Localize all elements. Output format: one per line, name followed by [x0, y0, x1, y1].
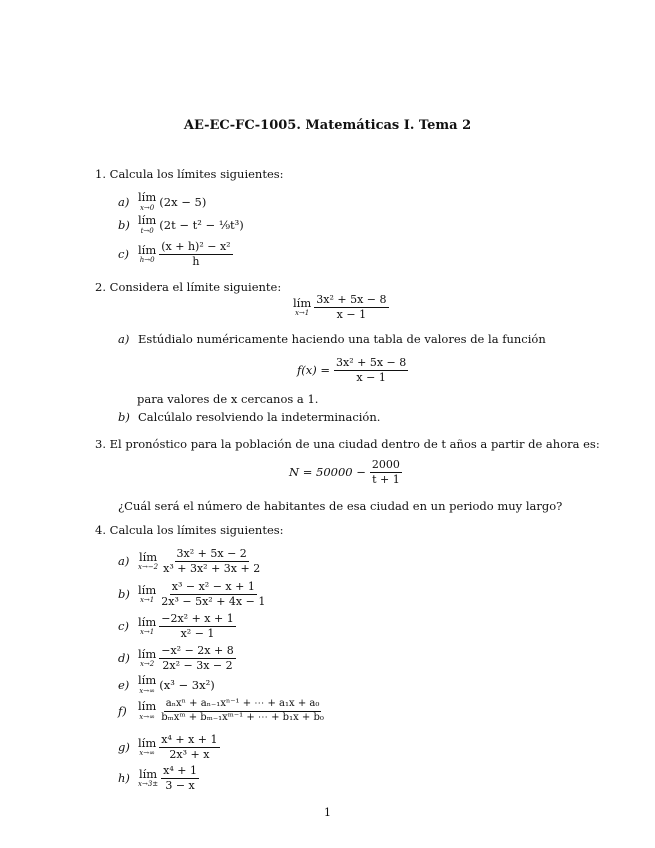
limit-operator: lím x→3± — [138, 766, 159, 788]
item-label: h) — [118, 771, 130, 786]
fraction: $\frac{\text{(x + h)² − x²}}{h}$ — [161, 240, 231, 268]
item-label: c) — [118, 619, 129, 634]
item-1b — [118, 215, 244, 235]
problem-3 — [95, 437, 600, 451]
item-4f — [118, 698, 326, 724]
limit-expression: (2x − 5) — [159, 194, 207, 209]
item-text: Estúdialo numéricamente haciendo una tabla de valores de la función — [138, 332, 546, 346]
limit-operator: lím t→0 — [138, 213, 157, 235]
problem-number: 1. — [95, 167, 106, 181]
problem-1 — [95, 167, 284, 181]
item-4a — [118, 547, 262, 576]
limit-operator: lím x→∞ — [138, 699, 157, 721]
item-2a — [118, 332, 546, 346]
item-2b — [118, 410, 380, 424]
item-label: b) — [118, 217, 130, 232]
population-formula — [289, 458, 402, 487]
display-limit — [293, 293, 389, 322]
item-label: a) — [118, 554, 130, 569]
limit-operator: lím x→0 — [138, 190, 157, 212]
fraction: $\frac{2000}{t + 1}$ — [371, 458, 400, 486]
page-title: AE-EC-FC-1005. Matemáticas I. Tema 2 — [183, 118, 472, 133]
problem-intro: Calcula los límites siguientes: — [109, 167, 284, 181]
problem-4 — [95, 523, 284, 537]
limit-operator: lím x→1 — [138, 582, 157, 604]
problem-3-question: ¿Cuál será el número de habitantes de esa ciudad en un periodo muy largo? — [118, 499, 563, 513]
item-4g — [118, 733, 220, 762]
limit-operator: lím x→1 — [293, 295, 312, 317]
item-label: b) — [118, 410, 130, 424]
problem-number: 2. — [95, 280, 106, 294]
limit-expression: (2t − t² − ⅑t³) — [159, 217, 244, 232]
item-label: d) — [118, 651, 130, 666]
item-label: c) — [118, 247, 129, 262]
fraction: $\frac{\text{3x² + 5x − 2}}{\text{x³ + 3x² + 3x + 2}}$ — [163, 547, 261, 575]
item-4c — [118, 612, 236, 641]
fraction: $\frac{\text{aₙxⁿ + aₙ₋₁xⁿ⁻¹ + ⋯ + a₁x + a₀}}{\text{bₘxᵐ + bₘ₋₁xᵐ⁻¹ + ⋯ + b₁x + b₀}}$ — [161, 698, 324, 723]
item-4b — [118, 580, 267, 609]
fraction: $\frac{\text{x⁴ + x + 1}}{\text{2x³ + x}}$ — [161, 733, 218, 761]
item-4h — [118, 764, 199, 793]
problem-intro: El pronóstico para la población de una ciudad dentro de t años a partir de ahora es: — [109, 437, 600, 451]
function-lhs: f(x) = — [297, 363, 331, 378]
item-4d — [118, 644, 236, 673]
problem-intro: Considera el límite siguiente: — [109, 280, 282, 294]
page-number: 1 — [324, 806, 331, 819]
limit-operator: lím x→−2 — [138, 549, 159, 571]
item-label: b) — [118, 587, 130, 602]
formula-lhs: N = 50000 − — [289, 465, 366, 480]
item-1c — [118, 240, 233, 269]
fraction: $\frac{\text{x⁴ + 1}}{3 - x}$ — [163, 764, 197, 792]
item-label: e) — [118, 677, 130, 692]
problem-2 — [95, 280, 281, 294]
fraction: $\frac{\text{−2x² + x + 1}}{\text{x² − 1}}$ — [161, 612, 234, 640]
fraction: $\frac{\text{3x² + 5x − 8}}{x - 1}$ — [336, 356, 407, 384]
item-2a-continuation: para valores de x cercanos a 1. — [137, 392, 319, 406]
limit-expression: (x³ − 3x²) — [159, 677, 215, 692]
item-text: Calcúlalo resolviendo la indeterminación. — [138, 410, 381, 424]
item-4e — [118, 675, 215, 695]
item-1a — [118, 192, 206, 212]
problem-intro: Calcula los límites siguientes: — [109, 523, 284, 537]
limit-operator: lím x→∞ — [138, 673, 157, 695]
limit-operator: lím x→2 — [138, 646, 157, 668]
item-label: g) — [118, 740, 130, 755]
fraction: $\frac{\text{−x² − 2x + 8}}{\text{2x² − 3x − 2}}$ — [161, 644, 234, 672]
item-label: a) — [118, 194, 130, 209]
limit-operator: lím h→0 — [138, 242, 157, 264]
item-label: a) — [118, 332, 130, 346]
problem-number: 4. — [95, 523, 106, 537]
item-label: f) — [118, 704, 127, 718]
function-definition — [297, 356, 408, 385]
problem-number: 3. — [95, 437, 106, 451]
fraction: $\frac{\text{x³ − x² − x + 1}}{\text{2x³ − 5x² + 4x − 1}}$ — [161, 580, 266, 608]
limit-operator: lím x→∞ — [138, 735, 157, 757]
limit-operator: lím x→1 — [138, 614, 157, 636]
fraction: $\frac{\text{3x² + 5x − 8}}{x - 1}$ — [316, 293, 387, 321]
